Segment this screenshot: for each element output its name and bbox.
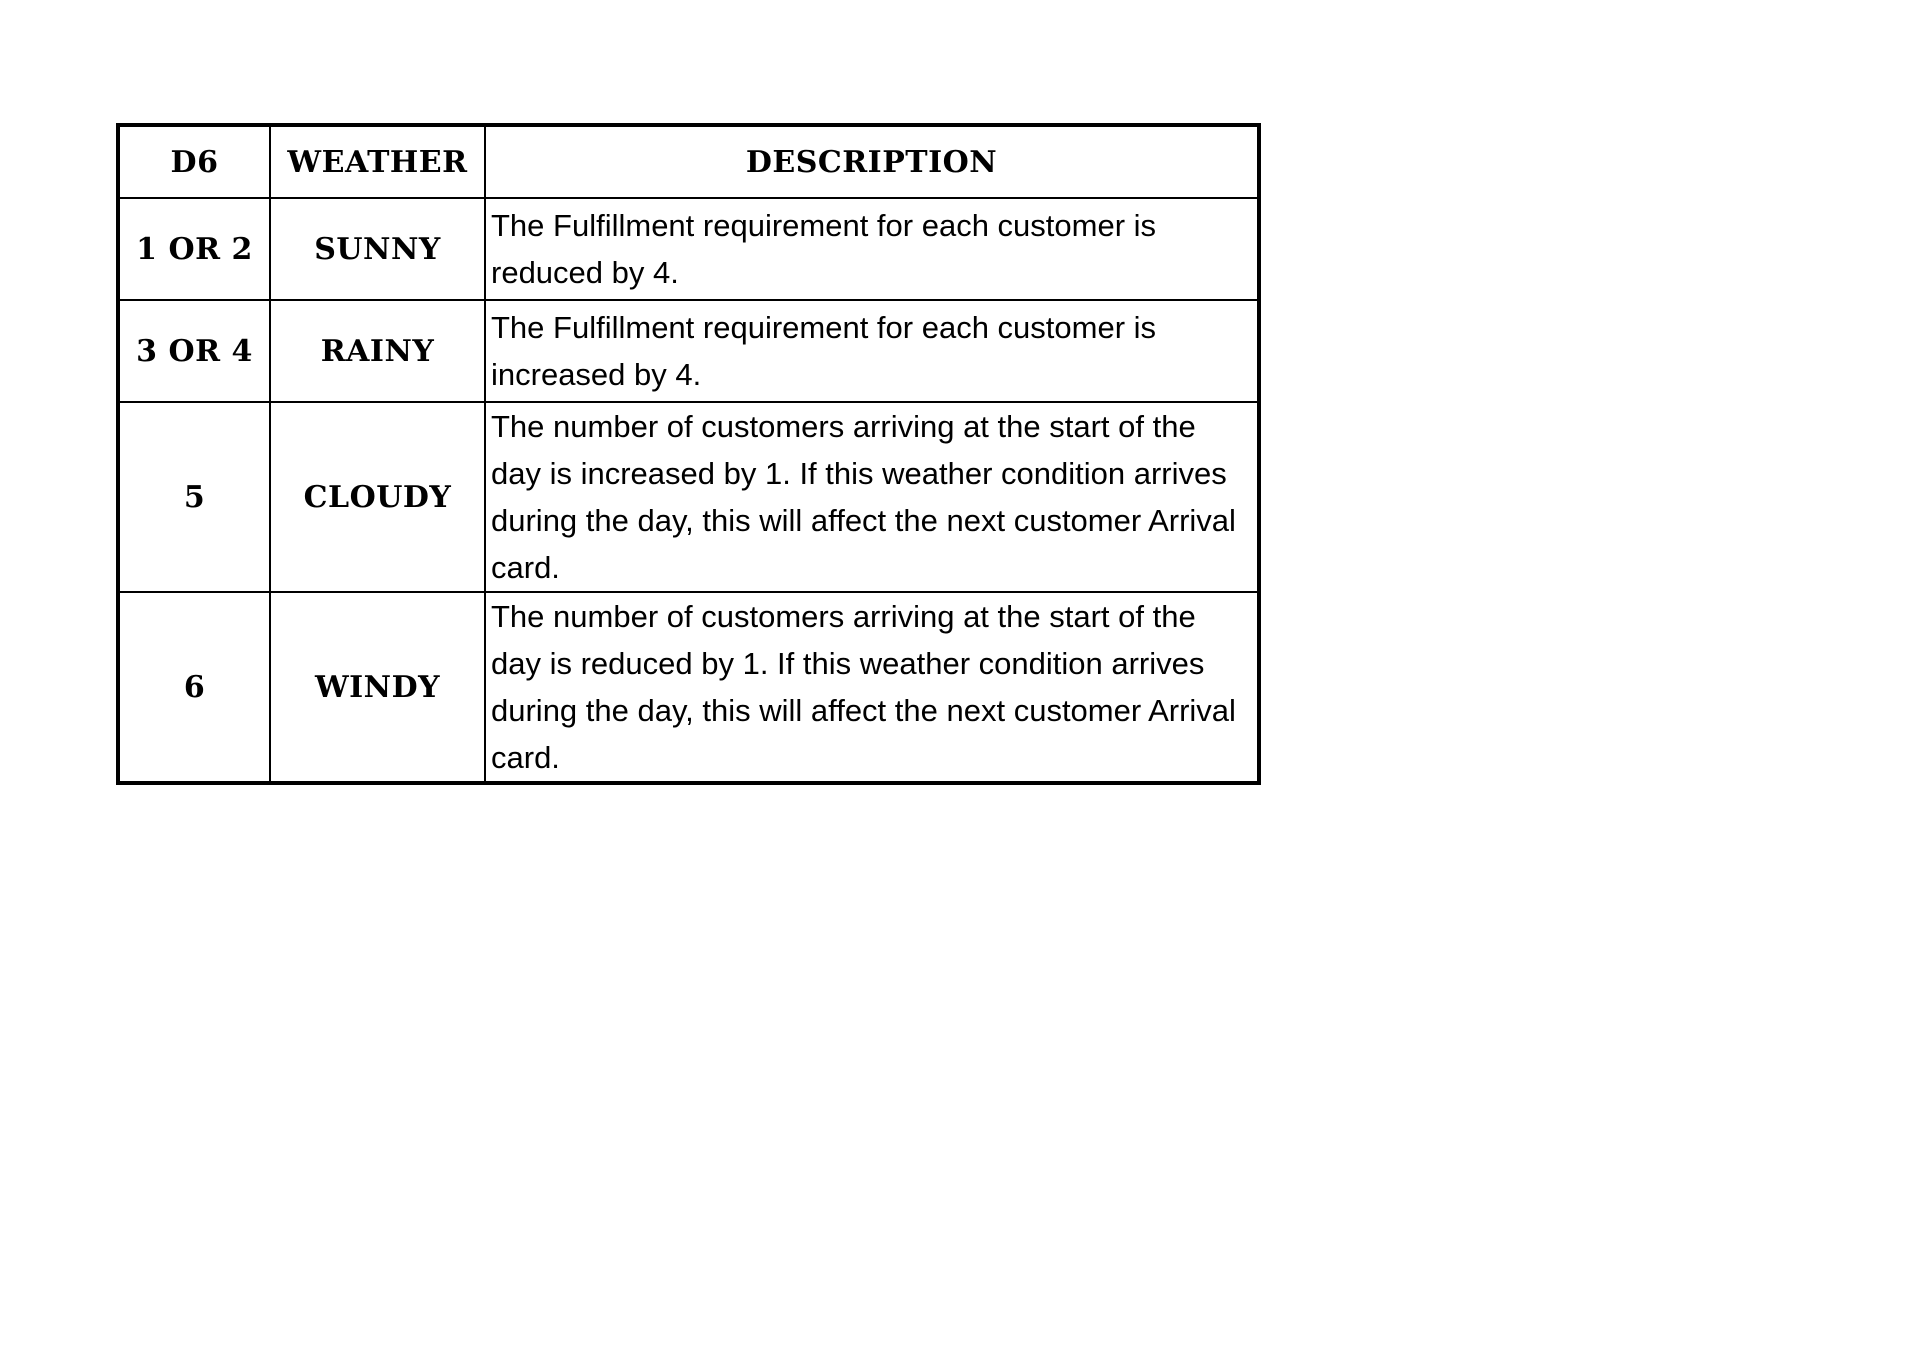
roll-cell: 6 xyxy=(118,592,270,783)
table-row xyxy=(118,402,1259,592)
description-cell: The number of customers arriving at the start of the day is increased by 1. If this weather condition arrives during the day, this will affect the next customer Arrival card. xyxy=(485,402,1259,592)
weather-cell: CLOUDY xyxy=(270,402,485,592)
description-cell: The Fulfillment requirement for each customer is reduced by 4. xyxy=(485,198,1259,300)
header-description: DESCRIPTION xyxy=(485,125,1259,198)
table-row xyxy=(118,592,1259,783)
roll-cell: 3 OR 4 xyxy=(118,300,270,402)
weather-cell: RAINY xyxy=(270,300,485,402)
table-row xyxy=(118,300,1259,402)
weather-table xyxy=(116,123,1261,785)
table-row xyxy=(118,198,1259,300)
weather-cell: SUNNY xyxy=(270,198,485,300)
roll-cell: 5 xyxy=(118,402,270,592)
table-header xyxy=(118,125,1259,198)
table-body xyxy=(118,198,1259,783)
header-weather: WEATHER xyxy=(270,125,485,198)
header-row xyxy=(118,125,1259,198)
weather-cell: WINDY xyxy=(270,592,485,783)
description-cell: The number of customers arriving at the start of the day is reduced by 1. If this weather condition arrives during the day, this will affect the next customer Arrival card. xyxy=(485,592,1259,783)
description-cell: The Fulfillment requirement for each customer is increased by 4. xyxy=(485,300,1259,402)
header-d6: D6 xyxy=(118,125,270,198)
roll-cell: 1 OR 2 xyxy=(118,198,270,300)
